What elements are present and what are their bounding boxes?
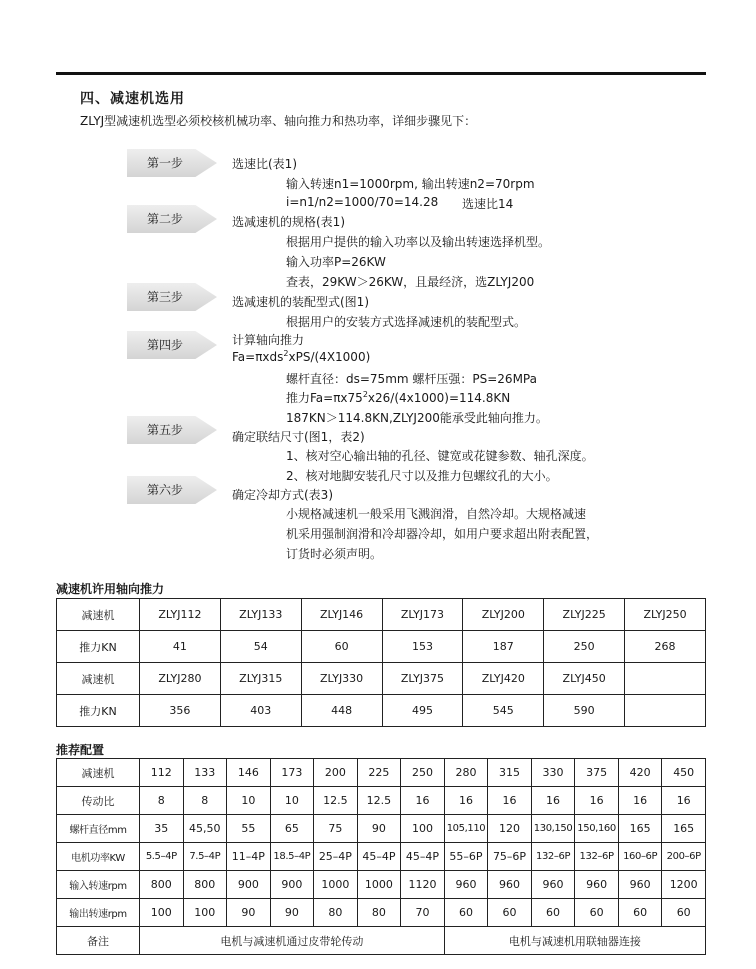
table-cell: 55 bbox=[227, 815, 271, 843]
step-5-line-b: 2、核对地脚安装孔尺寸以及推力包螺纹孔的大小。 bbox=[286, 469, 558, 483]
table-cell: 165 bbox=[618, 815, 662, 843]
step-2-arrow bbox=[127, 205, 217, 233]
table-cell bbox=[625, 663, 706, 695]
table-row bbox=[57, 759, 706, 787]
table-cell: 90 bbox=[357, 815, 401, 843]
step-label: 第二步 bbox=[146, 212, 183, 226]
table-cell: 250 bbox=[544, 631, 625, 663]
step-3-line-a: 根据用户的安装方式选择减速机的装配型式。 bbox=[286, 315, 527, 329]
table-cell: 495 bbox=[382, 695, 463, 727]
table-cell: 25–4P bbox=[314, 843, 358, 871]
step-6-line-a: 小规格减速机一般采用飞溅润滑，自然冷却。大规格减速 bbox=[286, 507, 587, 521]
thrust-table bbox=[56, 598, 706, 727]
table-cell: 448 bbox=[301, 695, 382, 727]
table-cell: 18.5–4P bbox=[270, 843, 314, 871]
table-row bbox=[57, 663, 706, 695]
step-2-title: 选减速机的规格(表1) bbox=[232, 215, 345, 229]
table-cell: ZLYJ225 bbox=[544, 599, 625, 631]
table-cell: 16 bbox=[662, 787, 706, 815]
row-header-cell: 传动比 bbox=[57, 787, 140, 815]
table-cell: 54 bbox=[220, 631, 301, 663]
table-cell: ZLYJ146 bbox=[301, 599, 382, 631]
table-cell: 200 bbox=[314, 759, 358, 787]
table-cell: 60 bbox=[618, 899, 662, 927]
table-cell: 133 bbox=[183, 759, 227, 787]
table-cell: 45–4P bbox=[401, 843, 445, 871]
table-cell: ZLYJ112 bbox=[140, 599, 221, 631]
step-2-line-c: 查表，29KW＞26KW，且最经济，选ZLYJ200 bbox=[286, 275, 535, 289]
table-cell: 7.5–4P bbox=[183, 843, 227, 871]
remark-label: 备注 bbox=[57, 927, 140, 955]
table-cell: 960 bbox=[488, 871, 532, 899]
table-cell: 45,50 bbox=[183, 815, 227, 843]
table-cell: 900 bbox=[227, 871, 271, 899]
table-cell: 280 bbox=[444, 759, 488, 787]
step-1-line-c: 选速比14 bbox=[462, 197, 514, 211]
table-cell: 60 bbox=[301, 631, 382, 663]
table-cell: 16 bbox=[531, 787, 575, 815]
table-cell: 5.5–4P bbox=[140, 843, 184, 871]
row-header-cell: 减速机 bbox=[57, 759, 140, 787]
table-cell: 250 bbox=[401, 759, 445, 787]
table-cell: 403 bbox=[220, 695, 301, 727]
table-cell: 960 bbox=[531, 871, 575, 899]
config-table bbox=[56, 758, 706, 955]
row-header-cell: 电机功率KW bbox=[57, 843, 140, 871]
table-cell: 1120 bbox=[401, 871, 445, 899]
step-2-line-a: 根据用户提供的输入功率以及输出转速选择机型。 bbox=[286, 235, 551, 249]
row-header-cell: 输出转速rpm bbox=[57, 899, 140, 927]
table-cell: 45–4P bbox=[357, 843, 401, 871]
table-cell: 150,160 bbox=[575, 815, 619, 843]
step-1-title: 选速比(表1) bbox=[232, 157, 297, 171]
table-cell: 132–6P bbox=[531, 843, 575, 871]
row-header-cell: 输入转速rpm bbox=[57, 871, 140, 899]
table-cell: 12.5 bbox=[314, 787, 358, 815]
table-cell: 800 bbox=[183, 871, 227, 899]
table-cell: 16 bbox=[401, 787, 445, 815]
table-cell: 187 bbox=[463, 631, 544, 663]
table-cell: 10 bbox=[270, 787, 314, 815]
table-cell: 60 bbox=[444, 899, 488, 927]
table-cell: 100 bbox=[183, 899, 227, 927]
table-cell: 75 bbox=[314, 815, 358, 843]
step-1-line-a: 输入转速n1=1000rpm, 输出转速n2=70rpm bbox=[286, 177, 535, 191]
step-1-arrow bbox=[127, 149, 217, 177]
table-cell: 100 bbox=[401, 815, 445, 843]
step-6-arrow bbox=[127, 476, 217, 504]
table-cell: 132–6P bbox=[575, 843, 619, 871]
table-cell: 12.5 bbox=[357, 787, 401, 815]
table-cell: 165 bbox=[662, 815, 706, 843]
table-cell: 8 bbox=[183, 787, 227, 815]
table-cell: ZLYJ173 bbox=[382, 599, 463, 631]
remark-coupling-drive: 电机与减速机用联轴器连接 bbox=[444, 927, 705, 955]
step-6-line-b: 机采用强制润滑和冷却器冷却，如用户要求超出附表配置， bbox=[286, 527, 599, 541]
table-cell: ZLYJ250 bbox=[625, 599, 706, 631]
table-cell: 60 bbox=[531, 899, 575, 927]
table-cell bbox=[625, 695, 706, 727]
table-cell: 75–6P bbox=[488, 843, 532, 871]
step-3-arrow bbox=[127, 283, 217, 311]
table-cell: 1200 bbox=[662, 871, 706, 899]
table-cell: 11–4P bbox=[227, 843, 271, 871]
table-cell: 8 bbox=[140, 787, 184, 815]
table-cell: ZLYJ375 bbox=[382, 663, 463, 695]
row-header-cell: 减速机 bbox=[57, 599, 140, 631]
step-label: 第五步 bbox=[146, 423, 183, 437]
table-cell: 80 bbox=[314, 899, 358, 927]
table-cell: 315 bbox=[488, 759, 532, 787]
table-cell: 153 bbox=[382, 631, 463, 663]
remark-belt-drive: 电机与减速机通过皮带轮传动 bbox=[140, 927, 445, 955]
table-cell: 120 bbox=[488, 815, 532, 843]
table-cell: 65 bbox=[270, 815, 314, 843]
table-cell: ZLYJ280 bbox=[140, 663, 221, 695]
step-5-title: 确定联结尺寸(图1，表2) bbox=[232, 430, 365, 444]
step-6-title: 确定冷却方式(表3) bbox=[232, 488, 333, 502]
table-cell: 960 bbox=[618, 871, 662, 899]
table-cell: 330 bbox=[531, 759, 575, 787]
step-4-title: 计算轴向推力 bbox=[232, 333, 305, 347]
table-cell: 90 bbox=[270, 899, 314, 927]
row-header-cell: 推力KN bbox=[57, 631, 140, 663]
step-label: 第四步 bbox=[146, 338, 183, 352]
remark-row bbox=[57, 927, 706, 955]
table-cell: 60 bbox=[575, 899, 619, 927]
table-cell: 41 bbox=[140, 631, 221, 663]
table-cell: 1000 bbox=[357, 871, 401, 899]
table-cell: 200–6P bbox=[662, 843, 706, 871]
table-cell: 70 bbox=[401, 899, 445, 927]
table-cell: 900 bbox=[270, 871, 314, 899]
step-4-formula: Fa=πxds$^2$xPS/(4X1000) bbox=[232, 349, 371, 364]
table-cell: 55–6P bbox=[444, 843, 488, 871]
table-row bbox=[57, 815, 706, 843]
table-cell: 545 bbox=[463, 695, 544, 727]
table-row bbox=[57, 631, 706, 663]
table-cell: ZLYJ315 bbox=[220, 663, 301, 695]
table-row bbox=[57, 599, 706, 631]
step-3-title: 选减速机的装配型式(图1) bbox=[232, 295, 369, 309]
table-cell: ZLYJ330 bbox=[301, 663, 382, 695]
row-header-cell: 减速机 bbox=[57, 663, 140, 695]
table-cell: 80 bbox=[357, 899, 401, 927]
table-cell: 420 bbox=[618, 759, 662, 787]
step-label: 第六步 bbox=[146, 483, 183, 497]
table-cell: 225 bbox=[357, 759, 401, 787]
table-cell: ZLYJ200 bbox=[463, 599, 544, 631]
table-cell: 450 bbox=[662, 759, 706, 787]
row-header-cell: 推力KN bbox=[57, 695, 140, 727]
table-cell: 1000 bbox=[314, 871, 358, 899]
table-cell: 10 bbox=[227, 787, 271, 815]
table-cell: 60 bbox=[488, 899, 532, 927]
step-2-line-b: 输入功率P=26KW bbox=[286, 255, 386, 269]
table-cell: 130,150 bbox=[531, 815, 575, 843]
step-1-line-b: i=n1/n2=1000/70=14.28 bbox=[286, 195, 439, 209]
config-table-title: 推荐配置 bbox=[56, 743, 105, 757]
table-cell: 35 bbox=[140, 815, 184, 843]
table-cell: 105,110 bbox=[444, 815, 488, 843]
table-cell: 100 bbox=[140, 899, 184, 927]
table-cell: 16 bbox=[618, 787, 662, 815]
table-cell: 16 bbox=[488, 787, 532, 815]
table-row bbox=[57, 787, 706, 815]
table-cell: ZLYJ133 bbox=[220, 599, 301, 631]
step-label: 第一步 bbox=[146, 156, 183, 170]
table-row bbox=[57, 843, 706, 871]
top-rule bbox=[56, 72, 706, 75]
table-cell: 590 bbox=[544, 695, 625, 727]
section-heading: 四、减速机选用 bbox=[80, 91, 185, 107]
table-cell: 112 bbox=[140, 759, 184, 787]
step-4-line-b: 推力$Fa=\pi x75^2x26/(4x1000)=114.8KN$ bbox=[286, 390, 511, 405]
table-cell: 160–6P bbox=[618, 843, 662, 871]
row-header-cell: 螺杆直径mm bbox=[57, 815, 140, 843]
thrust-table-title: 减速机许用轴向推力 bbox=[56, 582, 165, 596]
table-row bbox=[57, 871, 706, 899]
table-row bbox=[57, 899, 706, 927]
step-label: 第三步 bbox=[146, 290, 183, 304]
table-cell: ZLYJ420 bbox=[463, 663, 544, 695]
table-cell: 173 bbox=[270, 759, 314, 787]
step-4-arrow bbox=[127, 331, 217, 359]
step-5-line-a: 1、核对空心输出轴的孔径、键宽或花键参数、轴孔深度。 bbox=[286, 449, 594, 463]
intro-text: ZLYJ型减速机选型必须校核机械功率、轴向推力和热功率，详细步骤见下： bbox=[80, 114, 477, 128]
step-4-line-c: 187KN＞114.8KN,ZLYJ200能承受此轴向推力。 bbox=[286, 411, 548, 425]
table-cell: 146 bbox=[227, 759, 271, 787]
step-5-arrow bbox=[127, 416, 217, 444]
table-cell: 960 bbox=[575, 871, 619, 899]
step-4-line-a: 螺杆直径：ds=75mm 螺杆压强：PS=26MPa bbox=[286, 372, 537, 386]
table-cell: 90 bbox=[227, 899, 271, 927]
table-row bbox=[57, 695, 706, 727]
table-cell: 268 bbox=[625, 631, 706, 663]
step-6-line-c: 订货时必须声明。 bbox=[286, 547, 383, 561]
table-cell: 375 bbox=[575, 759, 619, 787]
table-cell: 960 bbox=[444, 871, 488, 899]
table-cell: 60 bbox=[662, 899, 706, 927]
table-cell: ZLYJ450 bbox=[544, 663, 625, 695]
table-cell: 16 bbox=[575, 787, 619, 815]
table-cell: 800 bbox=[140, 871, 184, 899]
table-cell: 16 bbox=[444, 787, 488, 815]
table-cell: 356 bbox=[140, 695, 221, 727]
